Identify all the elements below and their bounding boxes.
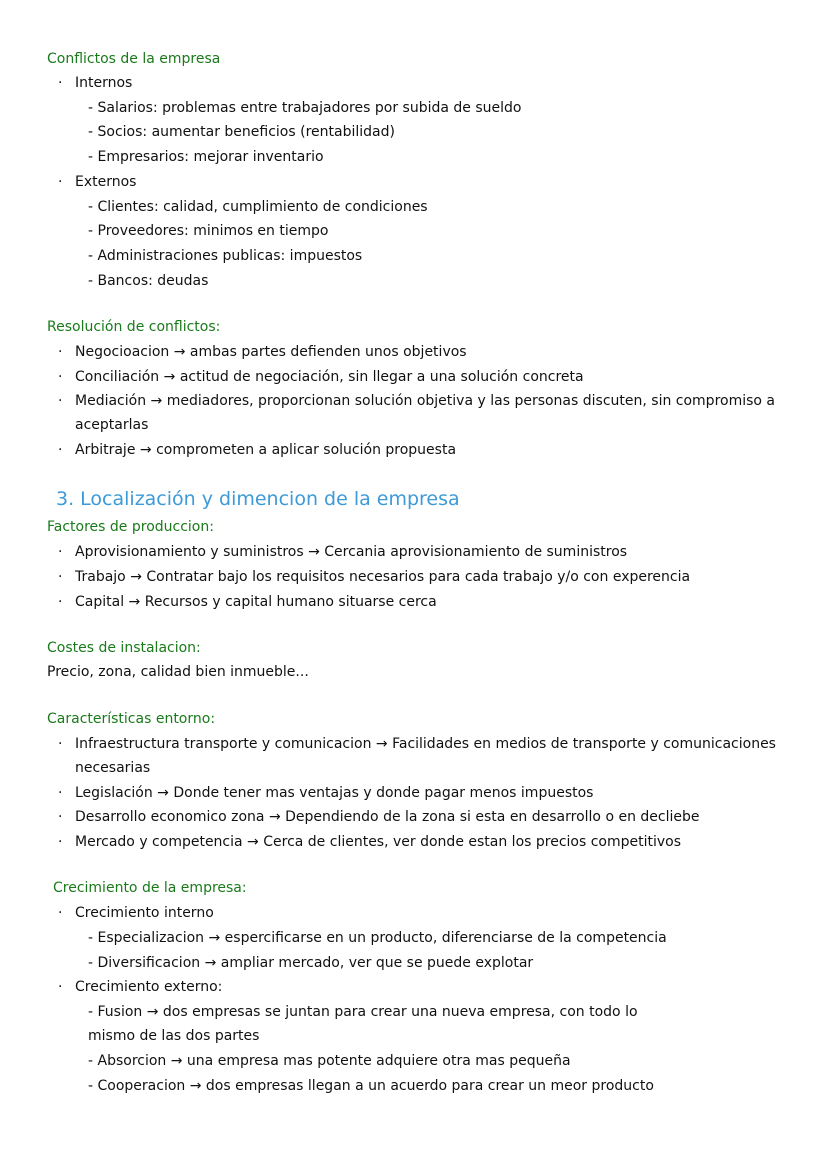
bullet-dot: · (58, 75, 63, 91)
resolucion-item-arbitraje: Arbitraje → comprometen a aplicar solución propuesta (75, 442, 457, 458)
externos-item-bancos: - Bancos: deudas (88, 273, 209, 289)
crecimiento-interno-label: Crecimiento interno (75, 905, 214, 921)
entorno-item-desarrollo: Desarrollo economico zona → Dependiendo de la zona si esta en desarrollo o en decliebe (75, 809, 700, 825)
bullet-dot: · (58, 979, 63, 995)
interno-item-diversificacion: - Diversificacion → ampliar mercado, ver que se puede explotar (88, 955, 534, 971)
heading-resolucion: Resolución de conflictos: (47, 319, 221, 335)
bullet-dot: · (58, 393, 63, 409)
heading-crecimiento: Crecimiento de la empresa: (53, 880, 247, 896)
bullet-dot: · (58, 569, 63, 585)
factores-item-capital: Capital → Recursos y capital humano situarse cerca (75, 594, 437, 610)
entorno-item-infraestructura-cont: necesarias (75, 760, 151, 776)
factores-item-aprovisionamiento: Aprovisionamiento y suministros → Cercania aprovisionamiento de suministros (75, 544, 628, 560)
externos-item-clientes: - Clientes: calidad, cumplimiento de condiciones (88, 199, 428, 215)
externo-item-cooperacion: - Cooperacion → dos empresas llegan a un acuerdo para crear un meor producto (88, 1078, 654, 1094)
internos-item-socios: - Socios: aumentar beneficios (rentabilidad) (88, 124, 395, 140)
costes-text: Precio, zona, calidad bien inmueble... (47, 664, 309, 680)
crecimiento-externo-label: Crecimiento externo: (75, 979, 223, 995)
externo-item-fusion: - Fusion → dos empresas se juntan para crear una nueva empresa, con todo lo (88, 1004, 638, 1020)
factores-item-trabajo: Trabajo → Contratar bajo los requisitos necesarios para cada trabajo y/o con experencia (75, 569, 691, 585)
bullet-dot: · (58, 736, 63, 752)
bullet-dot: · (58, 594, 63, 610)
internos-item-empresarios: - Empresarios: mejorar inventario (88, 149, 324, 165)
bullet-dot: · (58, 344, 63, 360)
resolucion-item-mediacion-cont: aceptarlas (75, 417, 149, 433)
resolucion-item-negociacion: Negocioacion → ambas partes defienden unos objetivos (75, 344, 467, 360)
bullet-dot: · (58, 369, 63, 385)
bullet-dot: · (58, 809, 63, 825)
entorno-item-mercado: Mercado y competencia → Cerca de clientes, ver donde estan los precios competitivos (75, 834, 682, 850)
bullet-dot: · (58, 174, 63, 190)
externos-label: Externos (75, 174, 137, 190)
externos-item-administraciones: - Administraciones publicas: impuestos (88, 248, 363, 264)
internos-item-salarios: - Salarios: problemas entre trabajadores por subida de sueldo (88, 100, 522, 116)
bullet-dot: · (58, 905, 63, 921)
bullet-dot: · (58, 544, 63, 560)
bullet-dot: · (58, 834, 63, 850)
externo-item-absorcion: - Absorcion → una empresa mas potente adquiere otra mas pequeña (88, 1053, 571, 1069)
entorno-item-infraestructura: Infraestructura transporte y comunicacion → Facilidades en medios de transporte y comunicaciones (75, 736, 776, 752)
section-title: 3. Localización y dimencion de la empresa (56, 488, 460, 510)
heading-entorno: Características entorno: (47, 711, 216, 727)
externo-item-fusion-cont: mismo de las dos partes (88, 1028, 260, 1044)
interno-item-especializacion: - Especializacion → espercificarse en un producto, diferenciarse de la competencia (88, 930, 667, 946)
bullet-dot: · (58, 442, 63, 458)
entorno-item-legislacion: Legislación → Donde tener mas ventajas y donde pagar menos impuestos (75, 785, 594, 801)
heading-conflictos: Conflictos de la empresa (47, 51, 221, 67)
externos-item-proveedores: - Proveedores: minimos en tiempo (88, 223, 329, 239)
heading-factores: Factores de produccion: (47, 519, 214, 535)
bullet-dot: · (58, 785, 63, 801)
resolucion-item-mediacion: Mediación → mediadores, proporcionan solución objetiva y las personas discuten, sin compromiso a (75, 393, 775, 409)
resolucion-item-conciliacion: Conciliación → actitud de negociación, sin llegar a una solución concreta (75, 369, 584, 385)
internos-label: Internos (75, 75, 133, 91)
heading-costes: Costes de instalacion: (47, 640, 201, 656)
